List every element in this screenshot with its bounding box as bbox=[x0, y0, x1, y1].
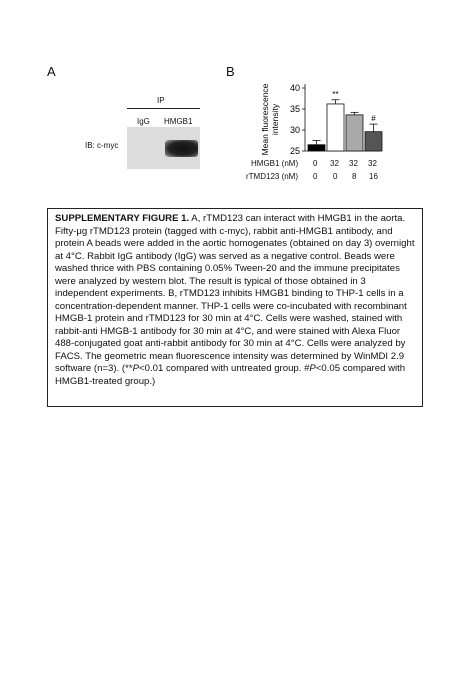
bar bbox=[308, 145, 325, 151]
row2-value: 0 bbox=[333, 172, 338, 181]
caption-lead: SUPPLEMENTARY FIGURE 1. bbox=[55, 213, 190, 224]
figure-caption-box bbox=[47, 208, 423, 407]
row-label-rtmd123: rTMD123 (nM) bbox=[246, 172, 299, 181]
western-blot-image bbox=[127, 127, 200, 169]
row1-value: 32 bbox=[330, 159, 339, 168]
significance-mark: # bbox=[371, 114, 376, 124]
bar bbox=[327, 104, 344, 151]
caption-body-1: A, rTMD123 can interact with HMGB1 in the aorta. Fifty-μg rTMD123 protein (tagged with c-myc), rabbit anti-HMGB1 antibody, and protein A beads were added in the aortic homogenates (obtained on day 3) overnight at 4°C. Rabbit IgG antibody (IgG) was served as a negative control. Beads were washed thrice with PBS containing 0.05% Tween-20 and the immune precipitates were analyzed by western blot. The result is typical of those obtained in 3 independent experiments. B, rTMD123 inhibits HMGB1 binding to THP-1 cells in a concentration-dependent manner. THP-1 cells were co-incubated with recombinant HMGB-1 protein and rTMD123 for 30 min at 4°C. Cells were washed, stained with rabbit-anti HMGB-1 antibody for 30 min at 4°C, and were stained with Alexa Fluor 488-conjugated goat anti-rabbit antibody for 30 min at 4°C. Cells were analyzed by FACS. The geometric mean fluorescence intensity was determined by WinMDI 2.9 software (n=3). (** bbox=[55, 213, 415, 374]
caption-body-2: <0.01 compared with untreated group. # bbox=[139, 363, 310, 374]
caption-p-2: P bbox=[309, 363, 316, 374]
significance-mark: ** bbox=[332, 89, 339, 99]
y-tick-label: 40 bbox=[289, 83, 300, 93]
y-tick-label: 25 bbox=[289, 146, 300, 156]
ib-label: IB: c-myc bbox=[85, 141, 119, 150]
hmgb1-band bbox=[165, 140, 198, 157]
row1-value: 32 bbox=[349, 159, 358, 168]
row2-value: 16 bbox=[369, 172, 378, 181]
caption-p-1: P bbox=[132, 363, 139, 374]
row2-value: 8 bbox=[352, 172, 357, 181]
y-tick-label: 35 bbox=[289, 104, 300, 114]
y-axis-label: Mean fluorescenceintensity bbox=[260, 83, 280, 156]
row-label-hmgb1: HMGB1 (nM) bbox=[251, 159, 299, 168]
lane-label-igg: IgG bbox=[137, 117, 150, 126]
row1-value: 0 bbox=[313, 159, 318, 168]
bar-chart bbox=[240, 76, 400, 186]
panel-b-label: B bbox=[226, 64, 235, 79]
figure-caption bbox=[55, 213, 415, 388]
row2-value: 0 bbox=[313, 172, 318, 181]
bar bbox=[365, 132, 382, 151]
lane-label-hmgb1: HMGB1 bbox=[164, 117, 193, 126]
caption-body-3: <0.05 compared with HMGB1-treated group.) bbox=[55, 363, 406, 387]
y-tick-label: 30 bbox=[289, 125, 300, 135]
bar bbox=[346, 115, 363, 151]
panel-a-label: A bbox=[47, 64, 56, 79]
row1-value: 32 bbox=[368, 159, 377, 168]
ip-bracket-line bbox=[127, 108, 200, 109]
ip-label: IP bbox=[157, 96, 165, 105]
